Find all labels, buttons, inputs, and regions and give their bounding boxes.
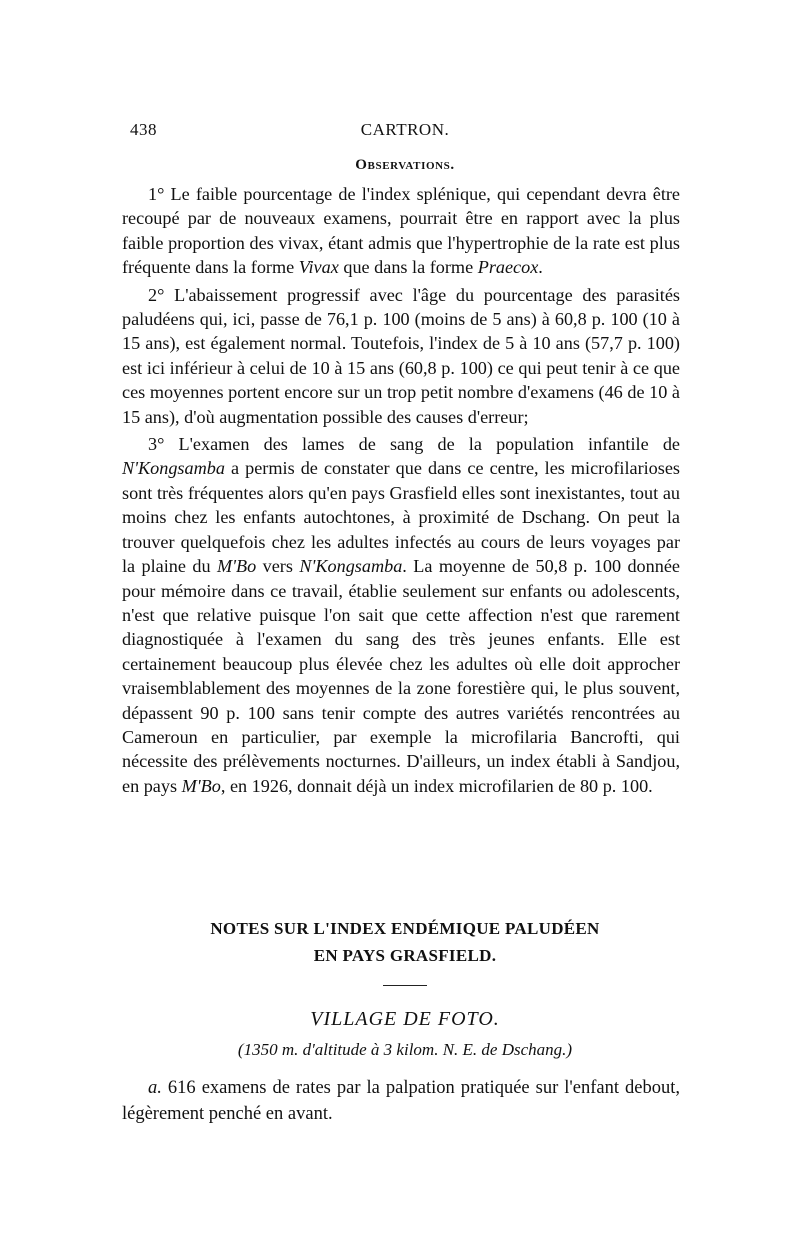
observation-paragraph-1 xyxy=(122,182,680,280)
italic-place-name: N'Kongsamba xyxy=(299,556,403,577)
exam-line xyxy=(122,1075,680,1127)
exam-text: 616 examens de rates par la palpation pratiquée sur l'enfant debout, légèrement penché en avant. xyxy=(122,1078,680,1124)
paragraph-text: que dans la forme xyxy=(338,257,478,278)
italic-term: Vivax xyxy=(298,257,339,278)
running-head: CARTRON. xyxy=(360,120,450,139)
observation-paragraph-2: 2° L'abaissement progressif avec l'âge du pourcentage des parasités paludéens qui, ici, passe de 76,1 p. 100 (moins de 5 ans) à 60,8 p. 100 (10 à 15 ans), est également normal. Toutefois, l'index de 5 à 10 ans (57,7 p. 100) est ici inférieur à celui de 10 à 15 ans (60,8 p. 100) ce qui peut tenir à ce que ces moyennes portent encore sur un trop petit nombre d'examens (46 de 10 à 15 ans), d'où augmentation possible des causes d'erreur; xyxy=(122,284,680,427)
paragraph-text: . xyxy=(538,257,543,278)
section-title: Observations. xyxy=(355,157,455,173)
exam-lead-letter: a. xyxy=(148,1078,162,1098)
notes-heading-line-2: EN PAYS GRASFIELD. xyxy=(313,946,497,965)
paragraph-text: 1° Le faible pourcentage de l'index splénique, qui cependant devra être recoupé par de nouveaux examens, pourrait être en rapport avec la plus faible proportion des vivax, étant admis que l'hypertrophie de la rate est plus fréquente dans la forme xyxy=(122,184,680,278)
notes-heading-line-1: NOTES SUR L'INDEX ENDÉMIQUE PALUDÉEN xyxy=(210,919,600,938)
italic-place-name: M'Bo xyxy=(216,556,257,577)
paragraph-text: a permis de constater que dans ce centre, les microfilarioses sont très fréquentes alors qu'en pays Grasfield elles sont inexistantes, tout au moins chez les enfants autochtones, à proximité de Dschang. On peut la trouver quelquefois chez les adultes infectés au cours de leurs voyages par la plaine du xyxy=(122,458,680,577)
paragraph-text: 3° L'examen des lames de sang de la population infantile de xyxy=(148,434,680,455)
observations-body xyxy=(122,182,680,801)
notes-heading xyxy=(130,915,680,969)
village-subtitle: (1350 m. d'altitude à 3 kilom. N. E. de Dschang.) xyxy=(237,1040,573,1059)
separator-rule xyxy=(383,985,427,986)
italic-place-name: N'Kongsamba xyxy=(122,458,225,479)
page-number: 438 xyxy=(130,120,157,139)
paragraph-text: , en 1926, donnait déjà un index microfilarien de 80 p. 100. xyxy=(220,775,653,796)
paragraph-text: . La moyenne de 50,8 p. 100 donnée pour mémoire dans ce travail, établie seulement sur enfants ou adolescents, n'est que relative puisque l'on sait que cette affection n'est que rarement diagnostiquée à l'examen du sang des très jeunes enfants. Elle est certainement beaucoup plus élevée chez les adultes où elle doit approcher vraisemblablement des moyennes de la zone forestière qui, le plus souvent, dépassent 90 p. 100 sans tenir compte des autres variétés rencontrées au Cameroun en particulier, par exemple la microfilaria Bancrofti, qui nécessite des prélèvements nocturnes. D'ailleurs, un index établi à Sandjou, en pays xyxy=(122,556,680,796)
italic-place-name: M'Bo xyxy=(181,775,221,796)
paragraph-text: vers xyxy=(256,556,300,577)
exam-paragraph xyxy=(122,1075,680,1127)
village-title: VILLAGE DE FOTO. xyxy=(310,1008,500,1030)
italic-term: Praecox xyxy=(477,257,539,278)
observation-paragraph-3 xyxy=(122,432,680,798)
page-header xyxy=(130,120,680,144)
